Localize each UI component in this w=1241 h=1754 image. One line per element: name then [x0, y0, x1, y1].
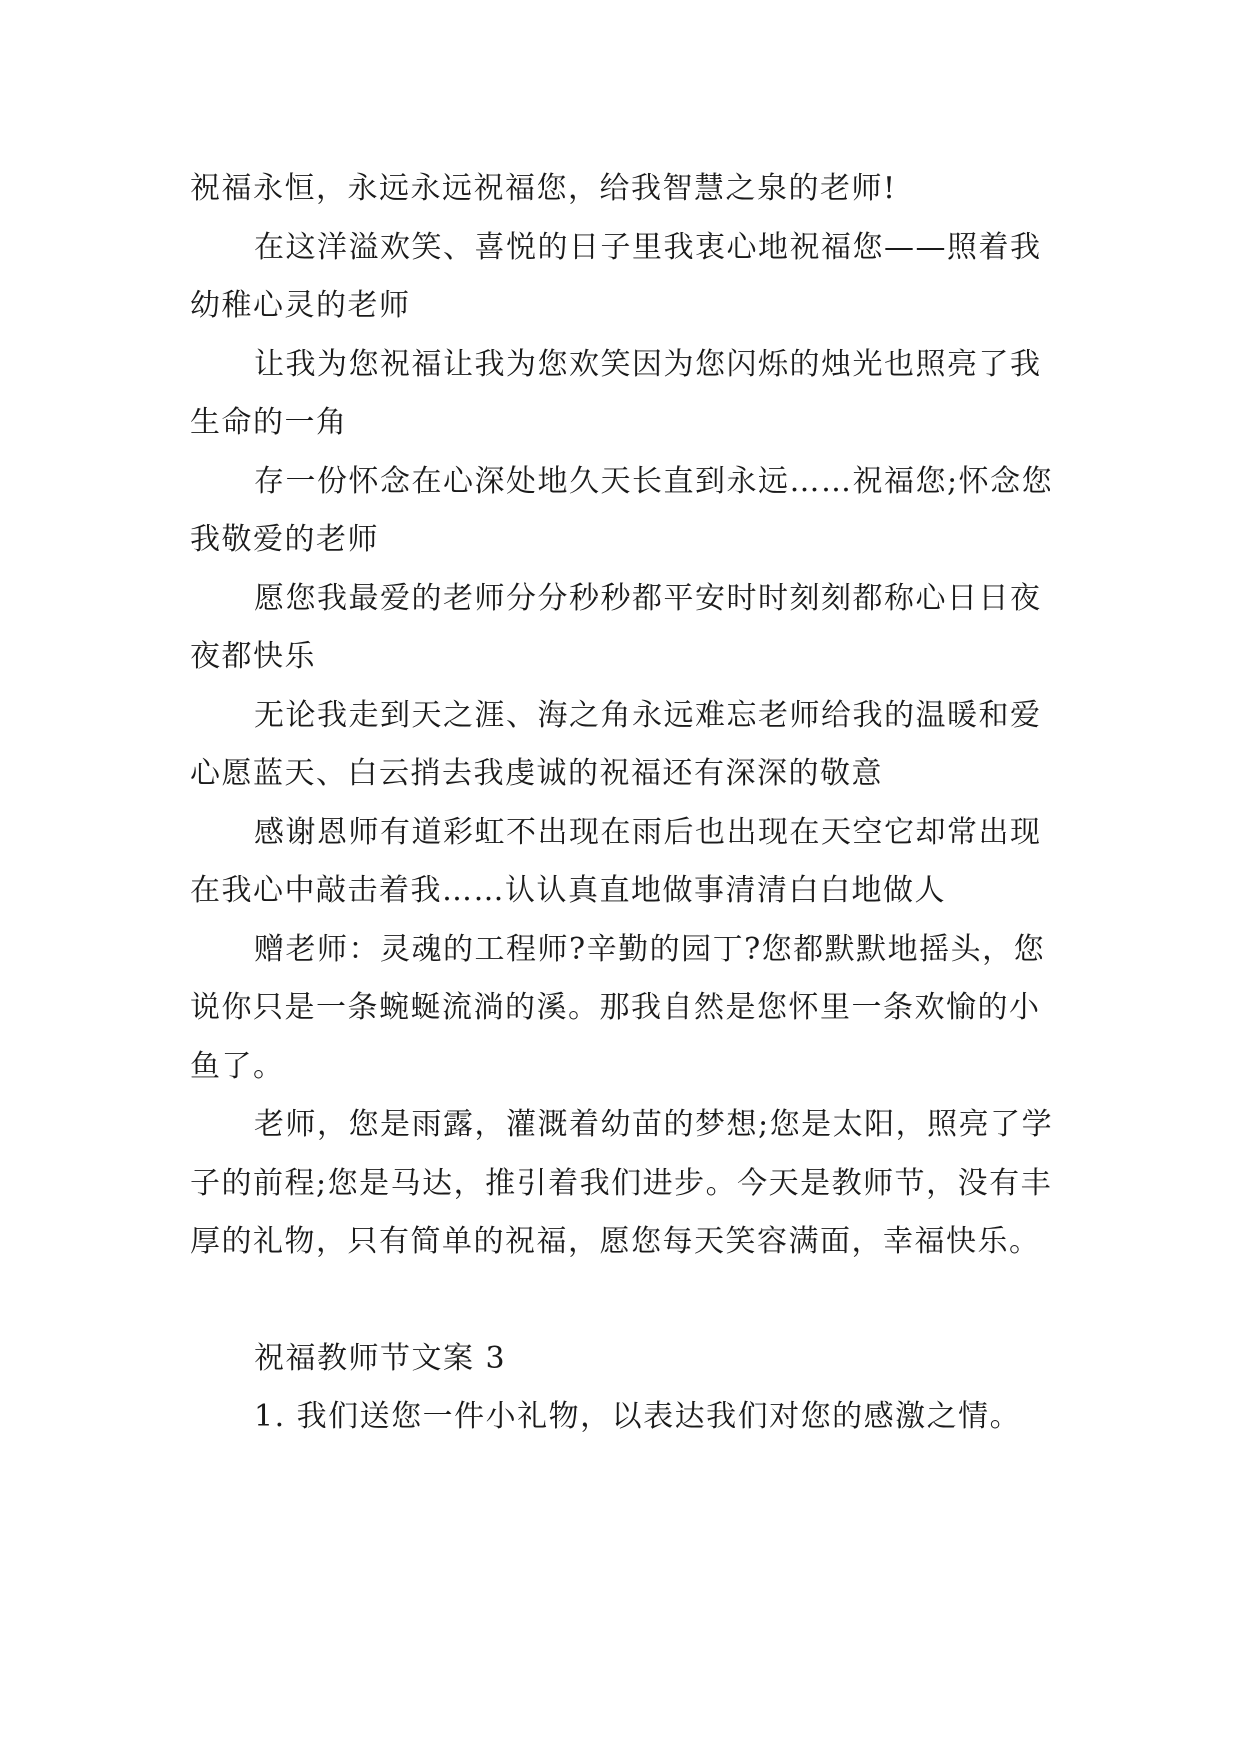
paragraph-8: 赠老师：灵魂的工程师?辛勤的园丁?您都默默地摇头，您说你只是一条蜿蜒流淌的溪。那我自然是您怀里一条欢愉的小鱼了。 [190, 931, 1046, 1084]
paragraph-1: 祝福永恒，永远永远祝福您，给我智慧之泉的老师! [190, 171, 897, 206]
paragraph-3: 让我为您祝福让我为您欢笑因为您闪烁的烛光也照亮了我生命的一角 [190, 346, 1042, 440]
paragraph-6: 无论我走到天之涯、海之角永远难忘老师给我的温暖和爱心愿蓝天、白云捎去我虔诚的祝福还有深深的敬意 [190, 697, 1042, 791]
paragraph-7: 感谢恩师有道彩虹不出现在雨后也出现在天空它却常出现在我心中敲击着我……认认真直地做事清清白白地做人 [190, 814, 1042, 908]
paragraph-2: 在这洋溢欢笑、喜悦的日子里我衷心地祝福您——照着我幼稚心灵的老师 [190, 229, 1042, 323]
paragraph-5: 愿您我最爱的老师分分秒秒都平安时时刻刻都称心日日夜夜都快乐 [190, 580, 1042, 674]
paragraph-9: 老师，您是雨露，灌溉着幼苗的梦想;您是太阳，照亮了学子的前程;您是马达，推引着我们进步。今天是教师节，没有丰厚的礼物，只有简单的祝福，愿您每天笑容满面，幸福快乐。 [190, 1107, 1054, 1259]
section-spacer [190, 1272, 1070, 1330]
document-body [190, 160, 1070, 1447]
section-heading: 祝福教师节文案 3 [254, 1340, 507, 1376]
list-item: 1. 我们送您一件小礼物，以表达我们对您的感激之情。 [254, 1399, 1022, 1434]
paragraph-4: 存一份怀念在心深处地久天长直到永远……祝福您;怀念您我敬爱的老师 [190, 463, 1054, 557]
